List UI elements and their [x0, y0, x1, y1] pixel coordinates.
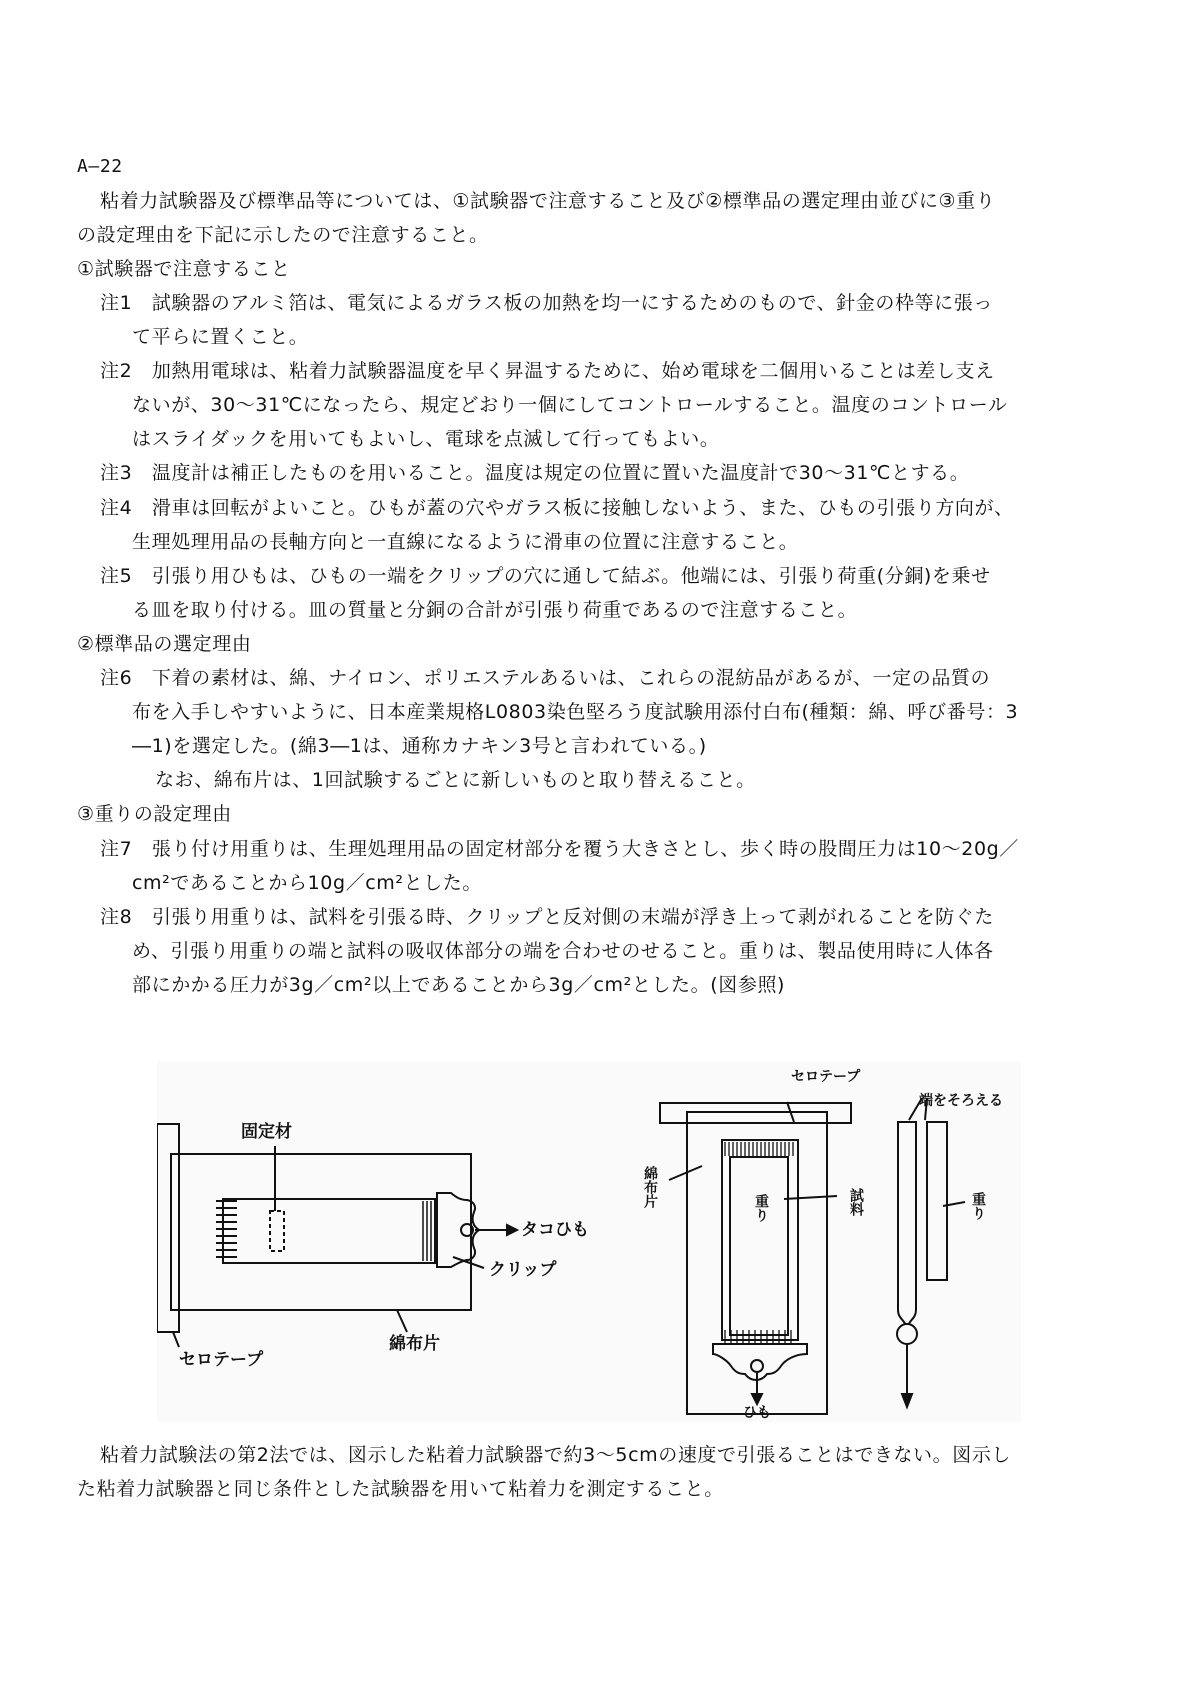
left-cotton-cloth	[171, 1154, 471, 1310]
left-sample-strip	[223, 1199, 435, 1263]
right-cloth-leader	[669, 1166, 702, 1180]
note-6-line-2: 布を入手しやすいように、日本産業規格L0803染色堅ろう度試験用添付白布(種類：綿、呼び番号：3	[132, 701, 1019, 723]
left-sample-end-hatch	[423, 1201, 431, 1261]
label-weight-side: 重り	[971, 1192, 987, 1220]
note-6-line-4: なお、綿布片は、1回試験するごとに新しいものと取り替えること。	[155, 769, 756, 791]
right-weight	[730, 1157, 788, 1335]
note-5-line-1: 注5 引張り用ひもは、ひもの一端をクリップの穴に通して結ぶ。他端には、引張り荷重(分銅)を乗せ	[100, 565, 991, 587]
note-2-line-2: ないが、30～31℃になったら、規定どおり一個にしてコントロールすること。温度のコントロール	[132, 394, 1008, 416]
right-sample-top-hatch	[725, 1142, 793, 1156]
note-3-line-1: 注3 温度計は補正したものを用いること。温度は規定の位置に置いた温度計で30～31℃とする。	[100, 462, 970, 484]
side-view-weight	[927, 1122, 947, 1280]
intro-line-2: の設定理由を下記に示したので注意すること。	[77, 224, 489, 246]
label-sample: 試料	[849, 1188, 865, 1216]
note-7-line-2: cm²であることから10g／cm²とした。	[132, 872, 482, 894]
note-2-line-3: はスライダックを用いてもよいし、電球を点滅して行ってもよい。	[132, 428, 720, 450]
note-4-line-2: 生理処理用品の長軸方向と一直線になるように滑車の位置に注意すること。	[132, 531, 799, 553]
left-string-arrowhead	[507, 1225, 517, 1235]
label-weight-center: 重り	[754, 1194, 770, 1222]
note-1-line-1: 注1 試験器のアルミ箔は、電気によるガラス板の加熱を均一にするためのもので、針金の枠等に張っ	[100, 292, 993, 314]
note-1-line-2: て平らに置くこと。	[132, 326, 309, 348]
left-tape-leader	[173, 1332, 179, 1347]
right-sample-bottom-hatch	[725, 1330, 791, 1344]
document-id: A―22	[77, 156, 123, 177]
section-heading-standard: ②標準品の選定理由	[77, 633, 252, 655]
note-8-line-2: め、引張り用重りの端と試料の吸収体部分の端を合わせのせること。重りは、製品使用時に人体各	[132, 940, 994, 962]
label-right-cotton-cloth: 綿布片	[643, 1166, 659, 1208]
closing-line-1: 粘着力試験法の第2法では、図示した粘着力試験器で約3～5cmの速度で引張ることはできない。図示し	[100, 1444, 1012, 1466]
note-5-line-2: る皿を取り付ける。皿の質量と分銅の合計が引張り荷重であるので注意すること。	[132, 599, 858, 621]
label-left-cellotape: セロテープ	[179, 1350, 264, 1369]
label-left-cotton-cloth: 綿布片	[389, 1334, 440, 1353]
label-fixing-material: 固定材	[241, 1122, 292, 1141]
note-7-line-1: 注7 張り付け用重りは、生理処理用品の固定材部分を覆う大きさとし、歩く時の股間圧力は10～20g／	[100, 838, 1019, 860]
section-heading-equipment: ①試験器で注意すること	[77, 258, 291, 280]
note-8-line-1: 注8 引張り用重りは、試料を引張る時、クリップと反対側の末端が浮き上って剥がれることを防ぐた	[100, 906, 994, 928]
section-heading-weight: ③重りの設定理由	[77, 803, 232, 825]
note-8-line-3: 部にかかる圧力が3g／cm²以上であることから3g／cm²とした。(図参照)	[132, 974, 786, 996]
intro-line-1: 粘着力試験器及び標準品等については、①試験器で注意すること及び②標準品の選定理由並びに③重り	[100, 190, 996, 212]
right-sample	[722, 1140, 798, 1340]
note-2-line-1: 注2 加熱用電球は、粘着力試験器温度を早く昇温するために、始め電球を二個用いることは差し支え	[100, 360, 995, 382]
right-sample-leader	[784, 1196, 837, 1199]
figure-drawing	[157, 1062, 1021, 1422]
side-view-sample	[898, 1122, 916, 1324]
side-view-arrowhead	[902, 1394, 912, 1407]
label-clip: クリップ	[489, 1260, 557, 1279]
label-right-cellotape: セロテープ	[791, 1068, 861, 1084]
left-cellotape-strip	[157, 1124, 179, 1332]
label-string: ひも	[743, 1404, 771, 1420]
note-6-line-3: ―1)を選定した。(綿3―1は、通称カナキン3号と言われている。)	[132, 735, 707, 757]
closing-line-2: た粘着力試験器と同じ条件とした試験器を用いて粘着力を測定すること。	[77, 1478, 724, 1500]
label-align-ends: 端をそろえる	[919, 1092, 1003, 1108]
test-setup-figure	[157, 1062, 1021, 1422]
note-6-line-1: 注6 下着の素材は、綿、ナイロン、ポリエステルあるいは、これらの混紡品があるが、一定の品質の	[100, 667, 991, 689]
right-clip-hole	[751, 1360, 763, 1372]
left-cloth-leader	[397, 1310, 407, 1332]
left-fixing-material	[270, 1211, 284, 1251]
left-sample-fringe	[216, 1201, 237, 1257]
note-4-line-1: 注4 滑車は回転がよいこと。ひもが蓋の穴やガラス板に接触しないよう、また、ひもの引張り方向が、	[100, 497, 1014, 519]
side-view-ring	[897, 1324, 917, 1344]
label-kite-string: タコひも	[521, 1220, 589, 1239]
